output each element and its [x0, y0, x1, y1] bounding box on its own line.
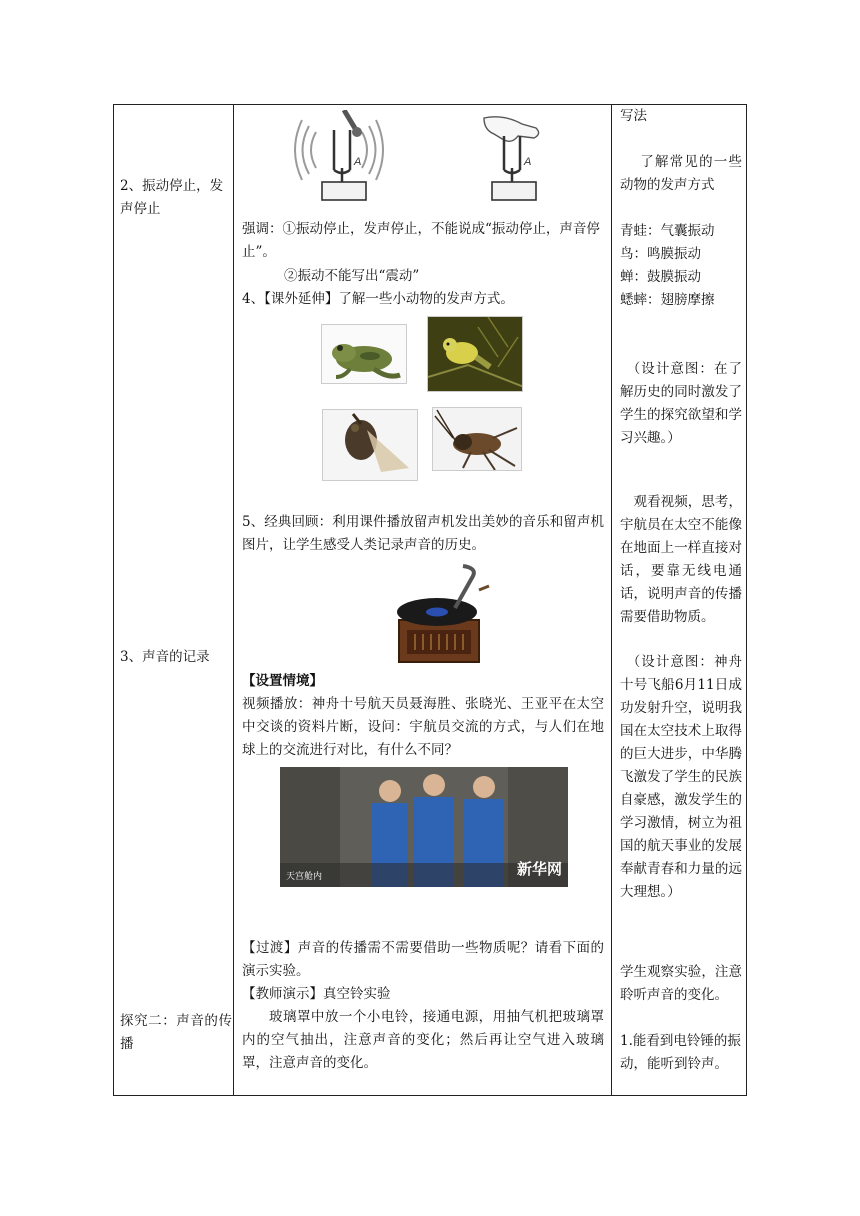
bird-photo [427, 316, 523, 392]
tuning-fork-held-figure [464, 110, 564, 205]
right-design-intent-2: （设计意图：神舟十号飞船6月11日成功发射升空，说明我国在太空技术上取得的巨大进步，中华腾飞激发了学生的民族自豪感，激发学生的学习激情，树立为祖国的航天事业的发展奉献青春和力量的远大理想。） [620, 654, 742, 900]
fork-label-a: A [354, 156, 362, 168]
right-writing: 写法 [620, 108, 647, 124]
section-sound-record: 3、声音的记录 [120, 649, 210, 665]
classic-review-item: 5、经典回顾：利用课件播放留声机发出美妙的音乐和留声机图片，让学生感受人类记录声音的历史。 [242, 514, 604, 553]
transition-text: 【过渡】声音的传播需不需要借助一些物质呢？请看下面的演示实验。 [242, 940, 604, 979]
extension-item: 4、【课外延伸】了解一些小动物的发声方式。 [242, 291, 514, 307]
video-watermark: 新华网 [516, 860, 562, 878]
section-sound-propagation: 探究二：声音的传播 [120, 1013, 232, 1052]
gramophone-photo [389, 560, 491, 666]
cicada-photo [322, 409, 418, 481]
right-cicada: 蝉：鼓膜振动 [620, 269, 701, 285]
column-divider [611, 105, 612, 1095]
right-observe: 学生观察实验，注意聆听声音的变化。 [620, 964, 742, 1003]
fork-label-a: A [524, 156, 532, 168]
column-divider [233, 105, 234, 1095]
emphasis-note: ②振动不能写出“震动” [284, 268, 420, 284]
astronaut-video-still [280, 767, 568, 887]
lesson-table [113, 104, 747, 1096]
demo-body: 玻璃罩中放一个小电铃，接通电源，用抽气机把玻璃罩内的空气抽出，注意声音的变化；然后再让空气进入玻璃罩，注意声音的变化。 [242, 1009, 604, 1071]
tuning-fork-vibrating-figure [294, 110, 394, 205]
cricket-photo [432, 407, 522, 471]
demo-title: 【教师演示】真空铃实验 [242, 986, 391, 1002]
frog-photo [321, 324, 407, 384]
setting-title: 【设置情境】 [242, 673, 323, 689]
right-note-1: 1.能看到电铃锤的振动，能听到铃声。 [620, 1033, 741, 1072]
right-animals-intro: 了解常见的一些动物的发声方式 [620, 154, 742, 193]
section-vibration-stop: 2、振动停止，发声停止 [120, 178, 224, 217]
right-watch-video: 观看视频，思考，宇航员在太空不能像在地面上一样直接对话，要靠无线电通话，说明声音的传播需要借助物质。 [620, 494, 742, 625]
right-design-intent-1: （设计意图：在了解历史的同时激发了学生的探究欲望和学习兴趣。） [620, 361, 742, 446]
right-bird: 鸟：鸣膜振动 [620, 246, 701, 262]
emphasis-note: 强调：①振动停止，发声停止，不能说成“振动停止，声音停止”。 [242, 221, 600, 260]
right-cricket: 蟋蟀：翅膀摩擦 [620, 292, 715, 308]
right-frog: 青蛙：气囊振动 [620, 223, 715, 239]
video-caption: 天宫舱内 [286, 872, 323, 882]
setting-body: 视频播放：神舟十号航天员聂海胜、张晓光、王亚平在太空中交谈的资料片断，设问：宇航员交流的方式，与人们在地球上的交流进行对比，有什么不同？ [242, 696, 604, 758]
